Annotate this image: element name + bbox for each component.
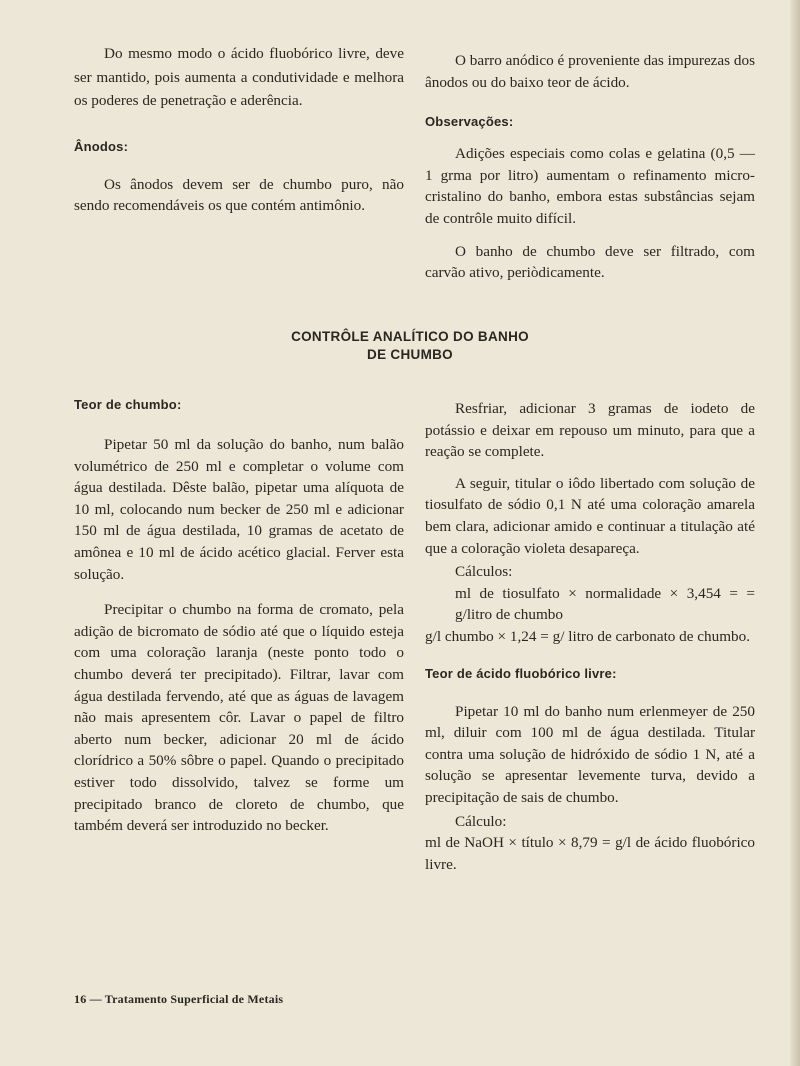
right-bottom-column bbox=[425, 398, 755, 875]
heading-teor-acido-fluoborico: Teor de ácido fluobórico livre: bbox=[425, 665, 617, 681]
paragraph-pipetar-50ml: Pipetar 50 ml da solução do banho, num balão volumétrico de 250 ml e completar o volume com água destilada. Dêste balão, pipetar uma alíquota de 10 ml, colocando num becker de 250 ml e adicionar 150 ml de água destilada, 10 gramas de acetato de amônea e 10 ml de ácido acético glacial. Ferver esta solução. bbox=[74, 436, 404, 583]
section-title-line2: DE CHUMBO bbox=[367, 347, 453, 362]
paragraph-adicoes-especiais: Adições especiais como colas e gelatina (0,5 — 1 grma por litro) aumentam o refinamento micro-cristalino do banho, embora estas substâncias sejam de contrôle muito difícil. bbox=[425, 145, 755, 227]
paragraph-anodos: Os ânodos devem ser de chumbo puro, não sendo recomendáveis os que contém antimônio. bbox=[74, 175, 404, 215]
left-top-column bbox=[74, 42, 404, 217]
page-edge-shadow bbox=[790, 0, 800, 1066]
paragraph-pipetar-10ml: Pipetar 10 ml do banho num erlenmeyer de 250 ml, diluir com 100 ml de água destilada. Titular contra uma solução de hidróxido de sódio 1 N, até a solução se apresentar levemente turva, devido a precipitação de sais de chumbo. bbox=[425, 702, 755, 806]
calculo-label: Cálculo: bbox=[455, 812, 507, 830]
section-title bbox=[220, 328, 600, 364]
left-bottom-column bbox=[74, 397, 404, 837]
paragraph-acido-livre: Do mesmo modo o ácido fluobórico livre, deve ser mantido, pois aumenta a condutividade e melhora os poderes de penetração e aderência. bbox=[74, 45, 404, 109]
paragraph-titular-iodo: A seguir, titular o iôdo libertado com solução de tiosulfato de sódio 0,1 N até uma coloração amarela bem clara, adicionar amido e continuar a titulação até que a coloração violeta desapareça. bbox=[425, 474, 755, 557]
paragraph-barro-anodico: O barro anódico é proveniente das impurezas dos ânodos ou do baixo teor de ácido. bbox=[425, 52, 755, 91]
heading-teor-chumbo: Teor de chumbo: bbox=[74, 397, 182, 412]
heading-observacoes: Observações: bbox=[425, 114, 514, 130]
page-footer: 16 — Tratamento Superficial de Metais bbox=[74, 992, 284, 1006]
section-title-line1: CONTRÔLE ANALÍTICO DO BANHO bbox=[291, 329, 529, 344]
paragraph-precipitar-cromato: Precipitar o chumbo na forma de cromato, pela adição de bicromato de sódio até que o líquido esteja com uma coloração laranja (neste ponto todo o chumbo deverá ter precipitado). Filtrar, lavar com água destilada fervendo, até que as águas de lavagem não mais apresentem côr. Lavar o papel de filtro aberto num becker, adicionar 20 ml de ácido clorídrico a 50% sôbre o papel. Quando o precipitado estiver todo dissolvido, talvez se forme um precipitado branco de cloreto de chumbo, que também deverá ser introduzido no becker. bbox=[74, 601, 404, 835]
calculos-label: Cálculos: bbox=[455, 563, 513, 581]
formula-carbonato: g/l chumbo × 1,24 = g/ litro de carbonato de chumbo. bbox=[425, 627, 751, 645]
heading-anodos: Ânodos: bbox=[74, 138, 129, 154]
paragraph-filtragem: O banho de chumbo deve ser filtrado, com carvão ativo, periòdicamente. bbox=[425, 242, 755, 282]
paragraph-resfriar: Resfriar, adicionar 3 gramas de iodeto de potássio e deixar em repouso um minuto, para que a reação se complete. bbox=[425, 400, 755, 461]
formula-acido-fluoborico: ml de NaOH × título × 8,79 = g/l de ácido fluobórico livre. bbox=[425, 834, 755, 873]
formula-chumbo: ml de tiosulfato × normalidade × 3,454 = = g/litro de chumbo bbox=[455, 584, 755, 624]
right-top-column bbox=[425, 50, 755, 284]
